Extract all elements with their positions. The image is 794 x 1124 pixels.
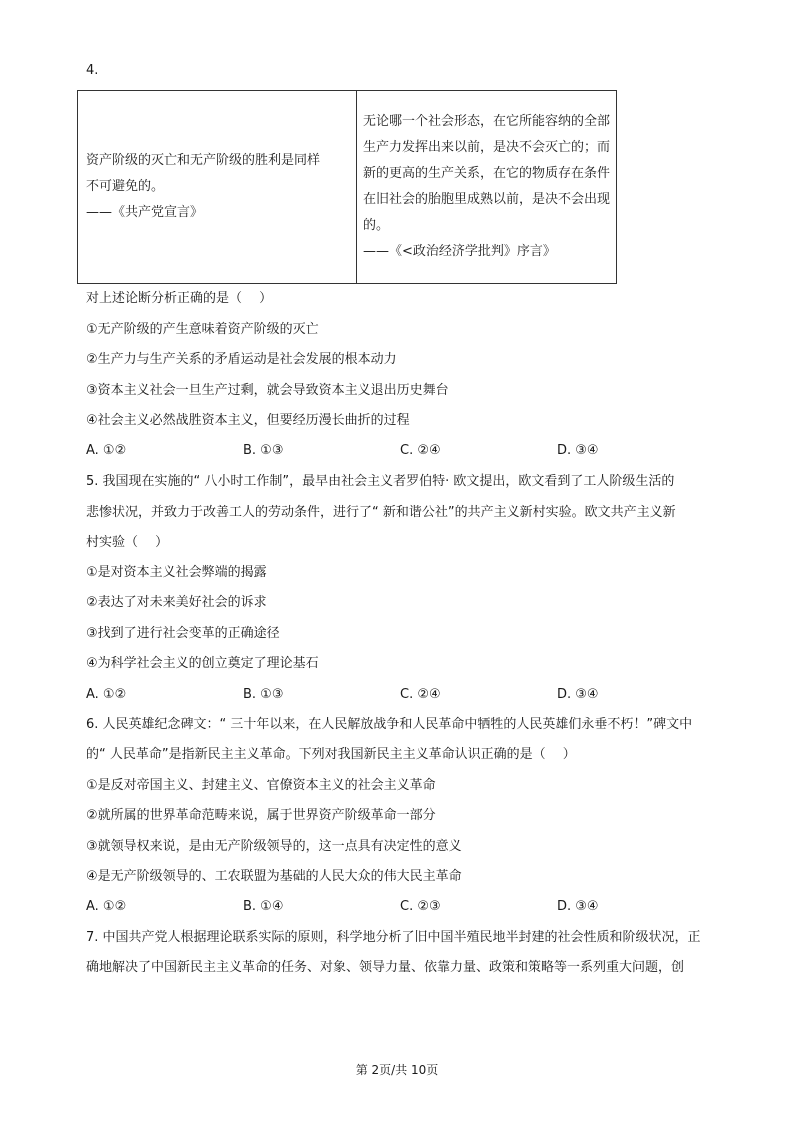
statement: ①无产阶级的产生意味着资产阶级的灭亡 [86, 322, 319, 337]
statement: ①是对资本主义社会弊端的揭露 [86, 565, 267, 580]
statement: ②就所属的世界革命范畴来说，属于世界资产阶级革命一部分 [86, 808, 436, 823]
quote-right-line: 新的更高的生产关系，在它的物质存在条件 [363, 166, 611, 181]
question-7-line: 确地解决了中国新民主主义革命的任务、对象、领导力量、依靠力量、政策和策略等一系列重大问题，创 [86, 960, 685, 975]
statement: ④为科学社会主义的创立奠定了理论基石 [86, 656, 319, 671]
question-6-line: 6. 人民英雄纪念碑文：“ 三十年以来，在人民解放战争和人民革命中牺牲的人民英雄们永垂不朽！”碑文中 [86, 717, 693, 732]
statement: ③就领导权来说，是由无产阶级领导的，这一点具有决定性的意义 [86, 839, 462, 854]
option-b[interactable]: B. ①④ [243, 899, 284, 914]
option-d[interactable]: D. ③④ [557, 687, 599, 702]
quote-left-line: 不可避免的。 [86, 179, 165, 194]
quote-right-line: 生产力发挥出来以前，是决不会灭亡的；而 [363, 140, 611, 155]
quote-right-line: 无论哪一个社会形态，在它所能容纳的全部 [363, 114, 611, 129]
quote-right-line: 在旧社会的胎胞里成熟以前，是决不会出现 [363, 192, 611, 207]
quote-right-line: 的。 [363, 218, 390, 233]
statement: ②表达了对未来美好社会的诉求 [86, 595, 267, 610]
statement: ④是无产阶级领导的、工农联盟为基础的人民大众的伟大民主革命 [86, 869, 462, 884]
question-6-line: 的“ 人民革命”是指新民主主义革命。下列对我国新民主主义革命认识正确的是（ ） [86, 747, 576, 762]
quote-right-source: ——《<政治经济学批判》序言》 [363, 244, 556, 259]
statement: ③资本主义社会一旦生产过剩，就会导致资本主义退出历史舞台 [86, 383, 449, 398]
statement: ④社会主义必然战胜资本主义，但要经历漫长曲折的过程 [86, 413, 410, 428]
option-c[interactable]: C. ②③ [400, 899, 441, 914]
question-5-line: 5. 我国现在实施的“ 八小时工作制”，最早由社会主义者罗伯特· 欧文提出，欧文看到了工人阶级生活的 [86, 474, 675, 489]
page-footer: 第 2页/共 10页 [355, 1063, 439, 1077]
option-d[interactable]: D. ③④ [557, 899, 599, 914]
quote-left-source: ——《共产党宣言》 [86, 205, 204, 220]
quote-left-cell [78, 91, 357, 284]
option-a[interactable]: A. ①② [86, 687, 127, 702]
option-b[interactable]: B. ①③ [243, 443, 284, 458]
question-7-line: 7. 中国共产党人根据理论联系实际的原则，科学地分析了旧中国半殖民地半封建的社会性质和阶级状况，正 [86, 930, 701, 945]
option-b[interactable]: B. ①③ [243, 687, 284, 702]
question-5-line: 村实验（ ） [86, 535, 169, 550]
option-c[interactable]: C. ②④ [400, 687, 441, 702]
question-4-stem: 对上述论断分析正确的是（ ） [86, 291, 273, 306]
option-a[interactable]: A. ①② [86, 443, 127, 458]
quote-left-line: 资产阶级的灭亡和无产阶级的胜利是同样 [86, 153, 321, 168]
statement: ②生产力与生产关系的矛盾运动是社会发展的根本动力 [86, 352, 397, 367]
option-d[interactable]: D. ③④ [557, 443, 599, 458]
statement: ③找到了进行社会变革的正确途径 [86, 626, 280, 641]
statement: ①是反对帝国主义、封建主义、官僚资本主义的社会主义革命 [86, 778, 436, 793]
option-c[interactable]: C. ②④ [400, 443, 441, 458]
quote-right-cell [357, 91, 617, 284]
option-a[interactable]: A. ①② [86, 899, 127, 914]
quote-table [77, 90, 617, 284]
question-5-line: 悲惨状况，并致力于改善工人的劳动条件，进行了“ 新和谐公社”的共产主义新村实验。欧文共产主义新 [86, 505, 676, 520]
question-4-number: 4. [86, 63, 99, 78]
